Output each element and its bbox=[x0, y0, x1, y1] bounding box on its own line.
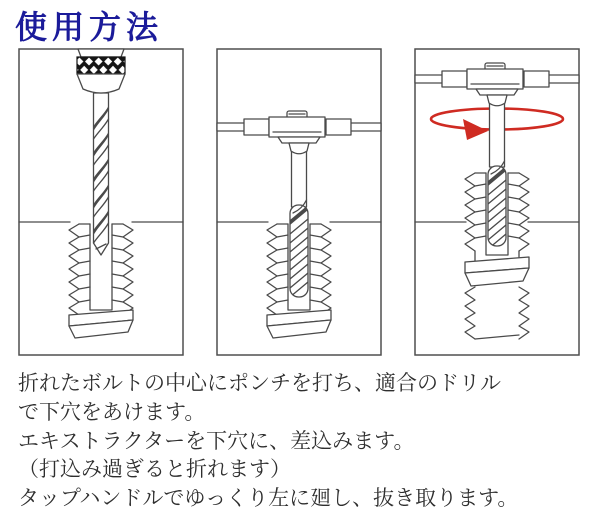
step-panels bbox=[18, 48, 580, 356]
instruction-line: （打込み過ぎると折れます） bbox=[18, 458, 291, 482]
step-1-drawing bbox=[18, 48, 184, 356]
step-1-figure bbox=[18, 48, 184, 356]
step-2-drawing bbox=[216, 48, 382, 356]
instruction-line: タップハンドルでゆっくり左に廻し、抜き取ります。 bbox=[18, 487, 519, 511]
tap-handle-icon bbox=[217, 111, 381, 154]
screw-extractor-icon bbox=[488, 103, 506, 249]
step-2-figure bbox=[216, 48, 382, 356]
drill-chuck-icon bbox=[77, 49, 125, 93]
drill-bit-icon bbox=[94, 93, 109, 255]
instruction-line: 折れたボルトの中心にポンチを打ち、適合のドリル bbox=[18, 372, 501, 395]
instruction-line: で下穴をあけます。 bbox=[18, 400, 206, 424]
step-3-figure bbox=[414, 48, 580, 356]
page-title: 使用方法 bbox=[15, 9, 164, 45]
internal-thread-hole-icon bbox=[465, 287, 529, 339]
screw-extractor-icon bbox=[290, 151, 308, 297]
step-3-drawing bbox=[414, 48, 580, 356]
instruction-line: エキストラクターを下穴に、差込みます。 bbox=[18, 429, 415, 453]
instructions bbox=[18, 370, 518, 514]
tap-handle-icon bbox=[415, 63, 579, 106]
